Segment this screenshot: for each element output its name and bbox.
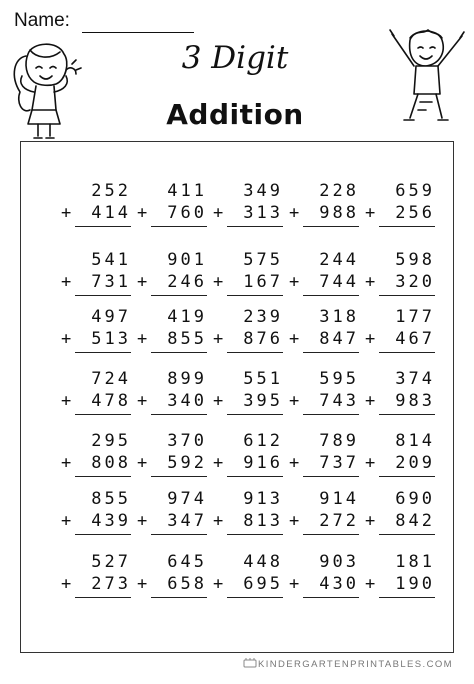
addition-problem [137, 489, 207, 547]
addend-top: 295 [91, 431, 131, 451]
answer-line[interactable] [379, 414, 435, 415]
answer-line[interactable] [151, 414, 207, 415]
addend-bottom: 813 [243, 511, 283, 531]
answer-line[interactable] [303, 534, 359, 535]
addition-problem [365, 250, 435, 308]
plus-sign: + [365, 453, 376, 473]
answer-line[interactable] [75, 597, 131, 598]
answer-line[interactable] [75, 414, 131, 415]
addend-bottom: 731 [91, 272, 131, 292]
addition-problem [365, 489, 435, 547]
addition-problem [61, 181, 131, 239]
plus-sign: + [365, 574, 376, 594]
addition-problem [289, 489, 359, 547]
answer-line[interactable] [379, 352, 435, 353]
addend-top: 575 [243, 250, 283, 270]
plus-sign: + [289, 203, 300, 223]
plus-sign: + [137, 511, 148, 531]
addend-top: 724 [91, 369, 131, 389]
addend-top: 497 [91, 307, 131, 327]
addend-bottom: 592 [167, 453, 207, 473]
addend-bottom: 340 [167, 391, 207, 411]
addition-problem [213, 369, 283, 427]
plus-sign: + [365, 203, 376, 223]
addition-problem [289, 369, 359, 427]
footer-site-name: KINDERGARTENPRINTABLES.COM [258, 659, 453, 670]
answer-line[interactable] [151, 476, 207, 477]
answer-line[interactable] [303, 597, 359, 598]
answer-line[interactable] [75, 226, 131, 227]
addend-bottom: 209 [395, 453, 435, 473]
plus-sign: + [289, 391, 300, 411]
plus-sign: + [213, 574, 224, 594]
plus-sign: + [213, 272, 224, 292]
addition-problem [213, 307, 283, 365]
addend-top: 595 [319, 369, 359, 389]
addend-bottom: 414 [91, 203, 131, 223]
answer-line[interactable] [75, 476, 131, 477]
addition-problem [289, 307, 359, 365]
addend-top: 370 [167, 431, 207, 451]
answer-line[interactable] [75, 534, 131, 535]
answer-line[interactable] [151, 597, 207, 598]
addition-problem [137, 552, 207, 610]
worksheet-title: Addition [166, 98, 304, 131]
addend-top: 419 [167, 307, 207, 327]
addition-problem [137, 181, 207, 239]
addition-problem [137, 369, 207, 427]
addend-bottom: 743 [319, 391, 359, 411]
answer-line[interactable] [227, 597, 283, 598]
plus-sign: + [61, 453, 72, 473]
addend-bottom: 347 [167, 511, 207, 531]
addition-problem [365, 181, 435, 239]
addend-bottom: 744 [319, 272, 359, 292]
answer-line[interactable] [227, 295, 283, 296]
plus-sign: + [289, 453, 300, 473]
addend-bottom: 658 [167, 574, 207, 594]
addition-problem [213, 489, 283, 547]
addend-bottom: 467 [395, 329, 435, 349]
addend-top: 789 [319, 431, 359, 451]
addition-problem [213, 250, 283, 308]
answer-line[interactable] [227, 414, 283, 415]
addend-bottom: 313 [243, 203, 283, 223]
answer-line[interactable] [379, 534, 435, 535]
answer-line[interactable] [303, 352, 359, 353]
addend-bottom: 808 [91, 453, 131, 473]
addition-problem [289, 250, 359, 308]
plus-sign: + [289, 574, 300, 594]
plus-sign: + [213, 453, 224, 473]
addend-bottom: 855 [167, 329, 207, 349]
addend-top: 374 [395, 369, 435, 389]
addition-problem [365, 431, 435, 489]
addend-top: 318 [319, 307, 359, 327]
addend-top: 244 [319, 250, 359, 270]
boy-illustration [380, 22, 472, 134]
plus-sign: + [61, 203, 72, 223]
addend-top: 901 [167, 250, 207, 270]
answer-line[interactable] [227, 476, 283, 477]
addend-bottom: 246 [167, 272, 207, 292]
addend-top: 177 [395, 307, 435, 327]
addend-bottom: 988 [319, 203, 359, 223]
addition-problem [289, 431, 359, 489]
plus-sign: + [137, 203, 148, 223]
plus-sign: + [213, 391, 224, 411]
addend-bottom: 916 [243, 453, 283, 473]
addend-bottom: 272 [319, 511, 359, 531]
addend-top: 612 [243, 431, 283, 451]
addition-problem [61, 250, 131, 308]
addition-problem [213, 552, 283, 610]
plus-sign: + [137, 329, 148, 349]
answer-line[interactable] [303, 476, 359, 477]
plus-sign: + [61, 574, 72, 594]
addition-problem [289, 552, 359, 610]
addition-problem [365, 307, 435, 365]
plus-sign: + [61, 272, 72, 292]
addend-top: 239 [243, 307, 283, 327]
worksheet-subtitle: 3 Digit [181, 40, 289, 76]
plus-sign: + [289, 329, 300, 349]
addition-problem [365, 369, 435, 427]
addend-top: 855 [91, 489, 131, 509]
addition-problem [61, 489, 131, 547]
addend-bottom: 983 [395, 391, 435, 411]
answer-line[interactable] [303, 414, 359, 415]
name-label: Name: [14, 10, 70, 31]
addend-top: 913 [243, 489, 283, 509]
addend-top: 228 [319, 181, 359, 201]
addend-bottom: 439 [91, 511, 131, 531]
answer-line[interactable] [151, 352, 207, 353]
addend-bottom: 395 [243, 391, 283, 411]
plus-sign: + [137, 574, 148, 594]
plus-sign: + [365, 391, 376, 411]
addend-bottom: 430 [319, 574, 359, 594]
addend-top: 659 [395, 181, 435, 201]
addend-bottom: 847 [319, 329, 359, 349]
answer-line[interactable] [303, 295, 359, 296]
crayon-logo-icon [243, 657, 257, 669]
answer-line[interactable] [227, 534, 283, 535]
answer-line[interactable] [151, 226, 207, 227]
addition-problem [61, 552, 131, 610]
plus-sign: + [213, 511, 224, 531]
addition-problem [61, 431, 131, 489]
answer-line[interactable] [303, 226, 359, 227]
answer-line[interactable] [75, 295, 131, 296]
problem-grid [21, 142, 453, 652]
addend-bottom: 876 [243, 329, 283, 349]
addend-top: 448 [243, 552, 283, 572]
answer-line[interactable] [75, 352, 131, 353]
problem-box [20, 141, 454, 653]
plus-sign: + [365, 511, 376, 531]
answer-line[interactable] [379, 597, 435, 598]
addend-bottom: 478 [91, 391, 131, 411]
plus-sign: + [61, 391, 72, 411]
addend-top: 349 [243, 181, 283, 201]
addend-top: 252 [91, 181, 131, 201]
addend-bottom: 760 [167, 203, 207, 223]
addend-bottom: 190 [395, 574, 435, 594]
addition-problem [61, 307, 131, 365]
addend-top: 690 [395, 489, 435, 509]
addition-problem [137, 307, 207, 365]
addition-problem [213, 431, 283, 489]
addend-top: 527 [91, 552, 131, 572]
answer-line[interactable] [151, 534, 207, 535]
addend-top: 814 [395, 431, 435, 451]
addend-top: 598 [395, 250, 435, 270]
answer-line[interactable] [151, 295, 207, 296]
plus-sign: + [61, 329, 72, 349]
answer-line[interactable] [379, 295, 435, 296]
addition-problem [137, 431, 207, 489]
addition-problem [213, 181, 283, 239]
addend-top: 411 [167, 181, 207, 201]
addend-top: 899 [167, 369, 207, 389]
plus-sign: + [137, 272, 148, 292]
plus-sign: + [365, 272, 376, 292]
addend-top: 645 [167, 552, 207, 572]
name-field-line[interactable] [82, 32, 194, 33]
addend-top: 541 [91, 250, 131, 270]
addend-bottom: 513 [91, 329, 131, 349]
addend-top: 974 [167, 489, 207, 509]
addend-bottom: 842 [395, 511, 435, 531]
plus-sign: + [137, 453, 148, 473]
plus-sign: + [289, 511, 300, 531]
plus-sign: + [365, 329, 376, 349]
girl-illustration [6, 36, 94, 146]
addend-bottom: 273 [91, 574, 131, 594]
answer-line[interactable] [227, 352, 283, 353]
plus-sign: + [213, 329, 224, 349]
addend-top: 551 [243, 369, 283, 389]
addition-problem [137, 250, 207, 308]
addition-problem [365, 552, 435, 610]
addend-bottom: 167 [243, 272, 283, 292]
plus-sign: + [137, 391, 148, 411]
answer-line[interactable] [227, 226, 283, 227]
addition-problem [61, 369, 131, 427]
addend-bottom: 256 [395, 203, 435, 223]
addend-bottom: 737 [319, 453, 359, 473]
answer-line[interactable] [379, 226, 435, 227]
plus-sign: + [289, 272, 300, 292]
plus-sign: + [213, 203, 224, 223]
addend-top: 181 [395, 552, 435, 572]
addend-top: 914 [319, 489, 359, 509]
addend-bottom: 695 [243, 574, 283, 594]
addend-bottom: 320 [395, 272, 435, 292]
answer-line[interactable] [379, 476, 435, 477]
addition-problem [289, 181, 359, 239]
plus-sign: + [61, 511, 72, 531]
addend-top: 903 [319, 552, 359, 572]
